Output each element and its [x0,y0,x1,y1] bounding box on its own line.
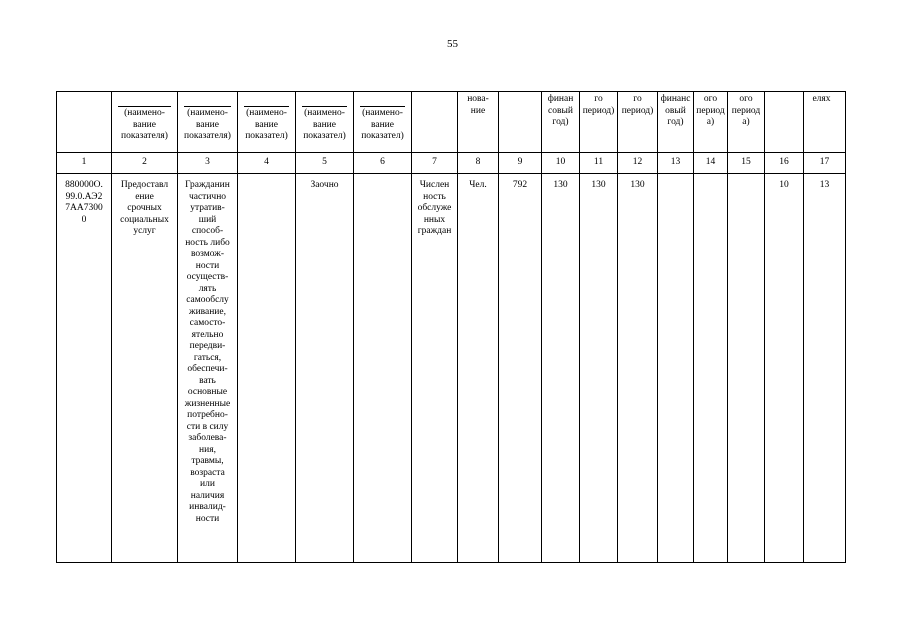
registry-number-cell: 880000О. 99.0.АЭ2 7АА7300 0 [57,174,112,563]
header-label-6: (наимено- вание показател) [361,108,404,141]
column-number: 5 [296,153,354,174]
service-form-cell: Заочно [296,174,354,563]
value-cell: 130 [618,174,658,563]
column-number: 16 [765,153,804,174]
column-number: 3 [178,153,238,174]
column-numbers-row [57,153,846,174]
header-cell-7 [412,92,458,153]
column-number: 14 [694,153,728,174]
column-number: 8 [458,153,499,174]
column-number: 6 [354,153,412,174]
header-label-3: (наимено- вание показателя) [184,108,231,141]
header-label-2: (наимено- вание показателя) [118,106,170,143]
header-cell-17: елях [804,92,846,153]
column-number: 2 [112,153,178,174]
table-cell [658,174,694,563]
header-cell-15: ого период а) [728,92,765,153]
page-number: 55 [447,38,458,50]
header-cell-8: нова- ние [458,92,499,153]
table-row [57,174,846,563]
header-cell-9 [499,92,542,153]
table-cell [694,174,728,563]
table-cell [728,174,765,563]
table-cell [238,174,296,563]
column-number: 11 [580,153,618,174]
header-cell-16 [765,92,804,153]
value-cell: 130 [542,174,580,563]
header-cell-4 [238,92,296,153]
header-cell-10: финан совый год) [542,92,580,153]
header-cell-2 [112,92,178,153]
column-number: 13 [658,153,694,174]
column-number: 4 [238,153,296,174]
header-cell-5 [296,92,354,153]
header-cell-1 [57,92,112,153]
deviation-absolute-cell: 13 [804,174,846,563]
column-number: 1 [57,153,112,174]
column-number: 17 [804,153,846,174]
indicator-name-cell: Числен ность обслуже нных граждан [412,174,458,563]
column-number: 9 [499,153,542,174]
header-cell-3 [178,92,238,153]
indicators-table [56,91,846,563]
value-cell: 130 [580,174,618,563]
header-cell-6 [354,92,412,153]
column-number: 7 [412,153,458,174]
header-label-5: (наимено- вание показател) [303,108,346,141]
header-cell-14: ого период а) [694,92,728,153]
recipient-category-cell: Гражданин частично утратив- ший способ- ность либо возмож- ности осуществ- лять самообслу живание, самосто- ятельно передви- гаться, обеспечи- вать основные жизненные потребно- сти в силу заболева- ния, травмы, возраста или наличия инвалид- ности [178,174,238,563]
header-cell-12: го период) [618,92,658,153]
table-cell [354,174,412,563]
header-cell-11: го период) [580,92,618,153]
header-row [57,92,846,153]
service-name-cell: Предоставл ение срочных социальных услуг [112,174,178,563]
column-number: 10 [542,153,580,174]
column-number: 12 [618,153,658,174]
column-number: 15 [728,153,765,174]
header-cell-13: финанс овый год) [658,92,694,153]
header-label-4: (наимено- вание показател) [245,108,288,141]
okei-code-cell: 792 [499,174,542,563]
deviation-percent-cell: 10 [765,174,804,563]
unit-name-cell: Чел. [458,174,499,563]
